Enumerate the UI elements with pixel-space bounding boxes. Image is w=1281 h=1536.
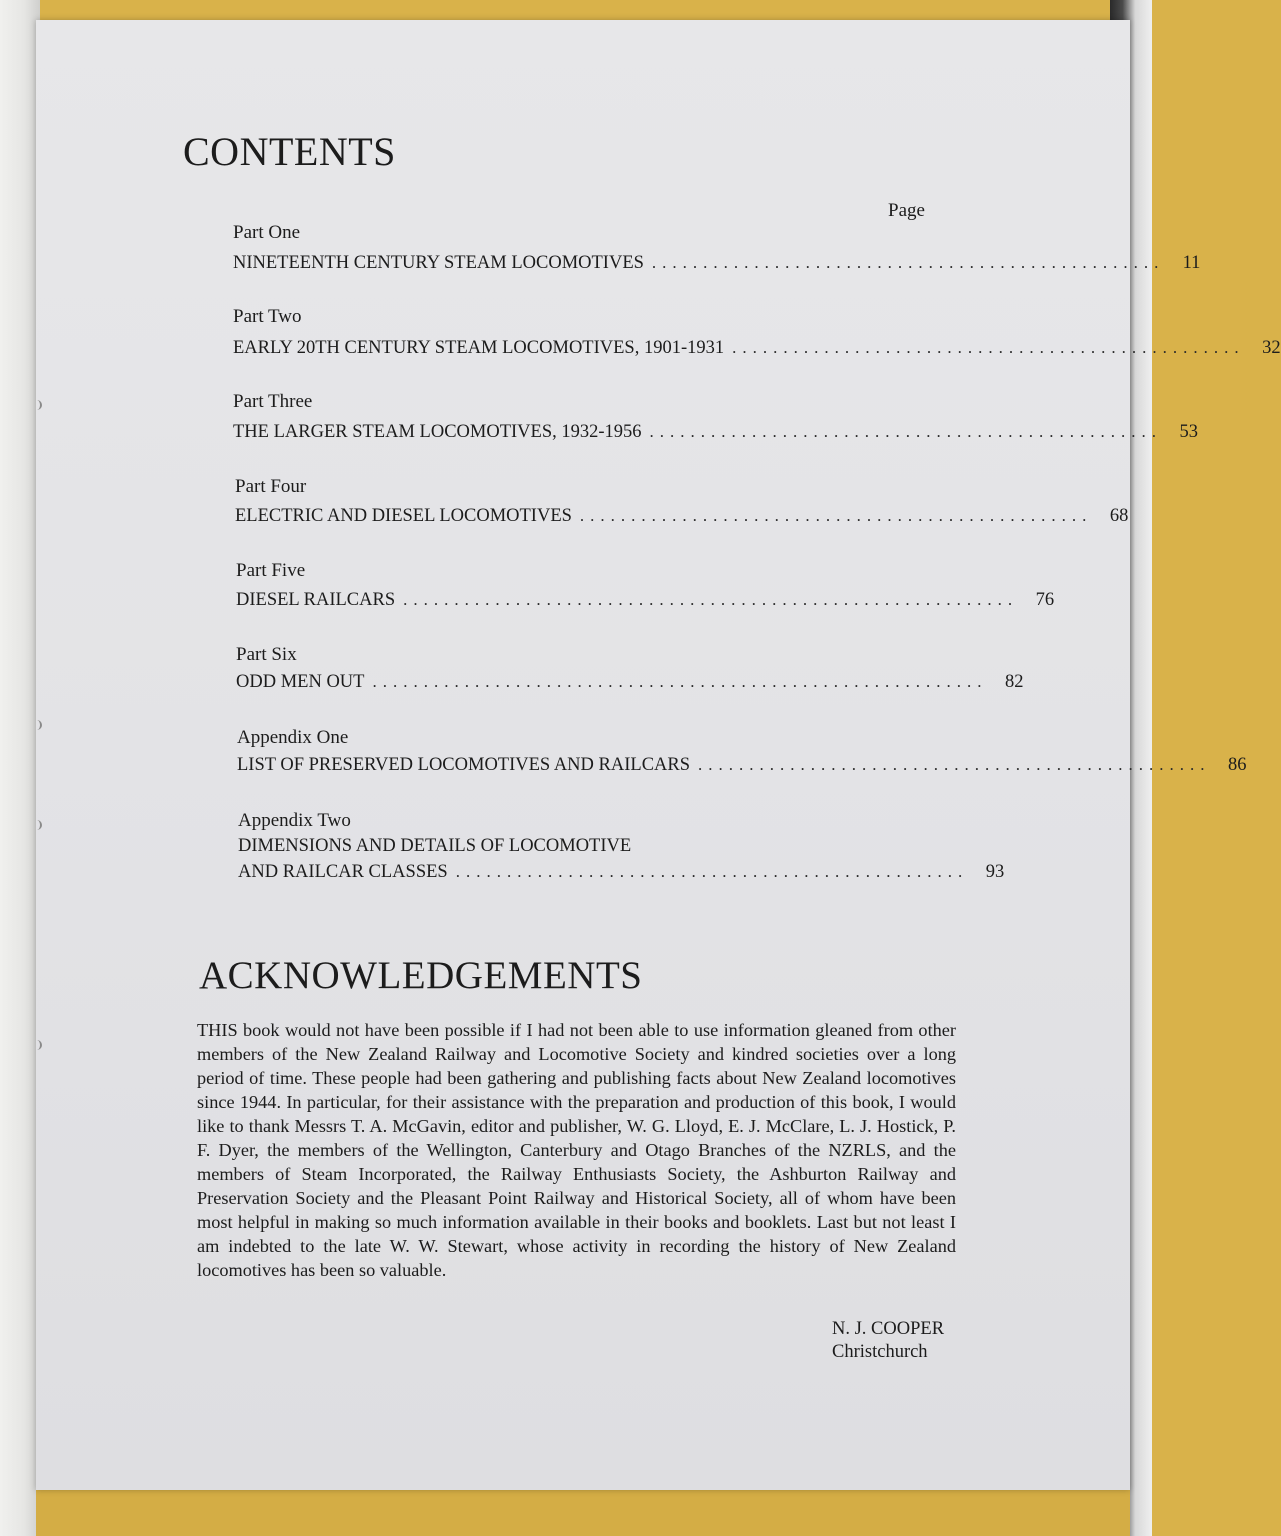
author-signature-name: N. J. COOPER (832, 1319, 945, 1339)
toc-entry-title: LIST OF PRESERVED LOCOMOTIVES AND RAILCARS (237, 755, 691, 775)
toc-page-number: 76 (1035, 590, 1055, 610)
toc-entry-line (236, 590, 1055, 611)
toc-part-label: Part Six (236, 644, 297, 665)
toc-entry-line (233, 338, 1281, 359)
cover-edge (36, 1490, 1130, 1536)
acknowledgements-body: THIS book would not have been possible if I had not been able to use information gleaned from other members of the New Zealand Railway and Locomotive Society and kindred societies over a long period of time. These people had been gathering and publishing facts about New Zealand locomotives since 1944. In particular, for their assistance with the preparation and production of this book, I would like to thank Messrs T. A. McGavin, editor and publisher, W. G. Lloyd, E. J. McClare, L. J. Hostick, P. F. Dyer, the members of the Wellington, Canterbury and Otago Branches of the NZRLS, and the members of Steam Incorporated, the Railway Enthusiasts Society, the Ashburton Railway and Preservation Society and the Pleasant Point Railway and Historical Society, all of whom have been most helpful in making so much information available in their books and booklets. Last but not least I am indebted to the late W. W. Stewart, whose activity in recording the history of New Zealand locomotives has been so valuable. (197, 1020, 956, 1280)
contents-heading: CONTENTS (183, 129, 396, 174)
toc-entry-line (236, 672, 1024, 693)
toc-page-number: 86 (1228, 755, 1247, 775)
toc-entry-title: ELECTRIC AND DIESEL LOCOMOTIVES (235, 506, 572, 526)
toc-part-label: Part Four (235, 476, 307, 497)
dot-leader: ............................................................ (403, 590, 1019, 609)
toc-entry-title-line1: DIMENSIONS AND DETAILS OF LOCOMOTIVE (238, 836, 632, 856)
toc-entry-line (233, 422, 1199, 443)
toc-page-number: 32 (1262, 338, 1281, 358)
dot-leader: .................................................. (649, 422, 1163, 441)
dot-leader: .................................................. (732, 338, 1245, 357)
toc-page-number: 93 (985, 862, 1005, 882)
toc-entry-line (238, 862, 1005, 883)
toc-entry-line (233, 253, 1201, 274)
toc-entry-line (237, 755, 1247, 776)
toc-part-label: Appendix One (237, 727, 349, 748)
toc-entry-title: EARLY 20TH CENTURY STEAM LOCOMOTIVES, 1901-1931 (233, 338, 725, 358)
toc-page-number: 82 (1004, 672, 1024, 692)
toc-entry-title: THE LARGER STEAM LOCOMOTIVES, 1932-1956 (233, 422, 642, 442)
binding-mark (34, 1040, 42, 1050)
binding-mark (34, 820, 42, 830)
toc-part-label: Part Two (233, 306, 302, 327)
toc-entry-title: NINETEENTH CENTURY STEAM LOCOMOTIVES (233, 253, 644, 273)
toc-entry-line (235, 506, 1129, 527)
toc-part-label: Appendix Two (238, 810, 351, 831)
binding-mark (34, 720, 42, 730)
toc-part-label: Part Three (233, 391, 313, 412)
acknowledgements-heading: ACKNOWLEDGEMENTS (199, 954, 643, 997)
dot-leader: .................................................. (579, 506, 1093, 525)
toc-entry-title: DIESEL RAILCARS (236, 590, 396, 610)
page-column-label: Page (888, 200, 925, 221)
toc-part-label: Part One (233, 222, 301, 243)
toc-part-label: Part Five (236, 560, 306, 581)
toc-page-number: 11 (1182, 253, 1201, 273)
dot-leader: .................................................. (651, 253, 1165, 272)
binding-mark (34, 400, 42, 410)
author-signature-place: Christchurch (832, 1342, 928, 1362)
dot-leader: .................................................. (455, 862, 969, 881)
toc-entry-title: AND RAILCAR CLASSES (238, 862, 448, 882)
dot-leader: ............................................................ (372, 672, 988, 691)
toc-page-number: 68 (1109, 506, 1129, 526)
toc-entry-title: ODD MEN OUT (236, 672, 365, 692)
toc-page-number: 53 (1179, 422, 1199, 442)
left-backdrop (0, 0, 40, 1536)
dot-leader: .................................................. (698, 755, 1211, 774)
